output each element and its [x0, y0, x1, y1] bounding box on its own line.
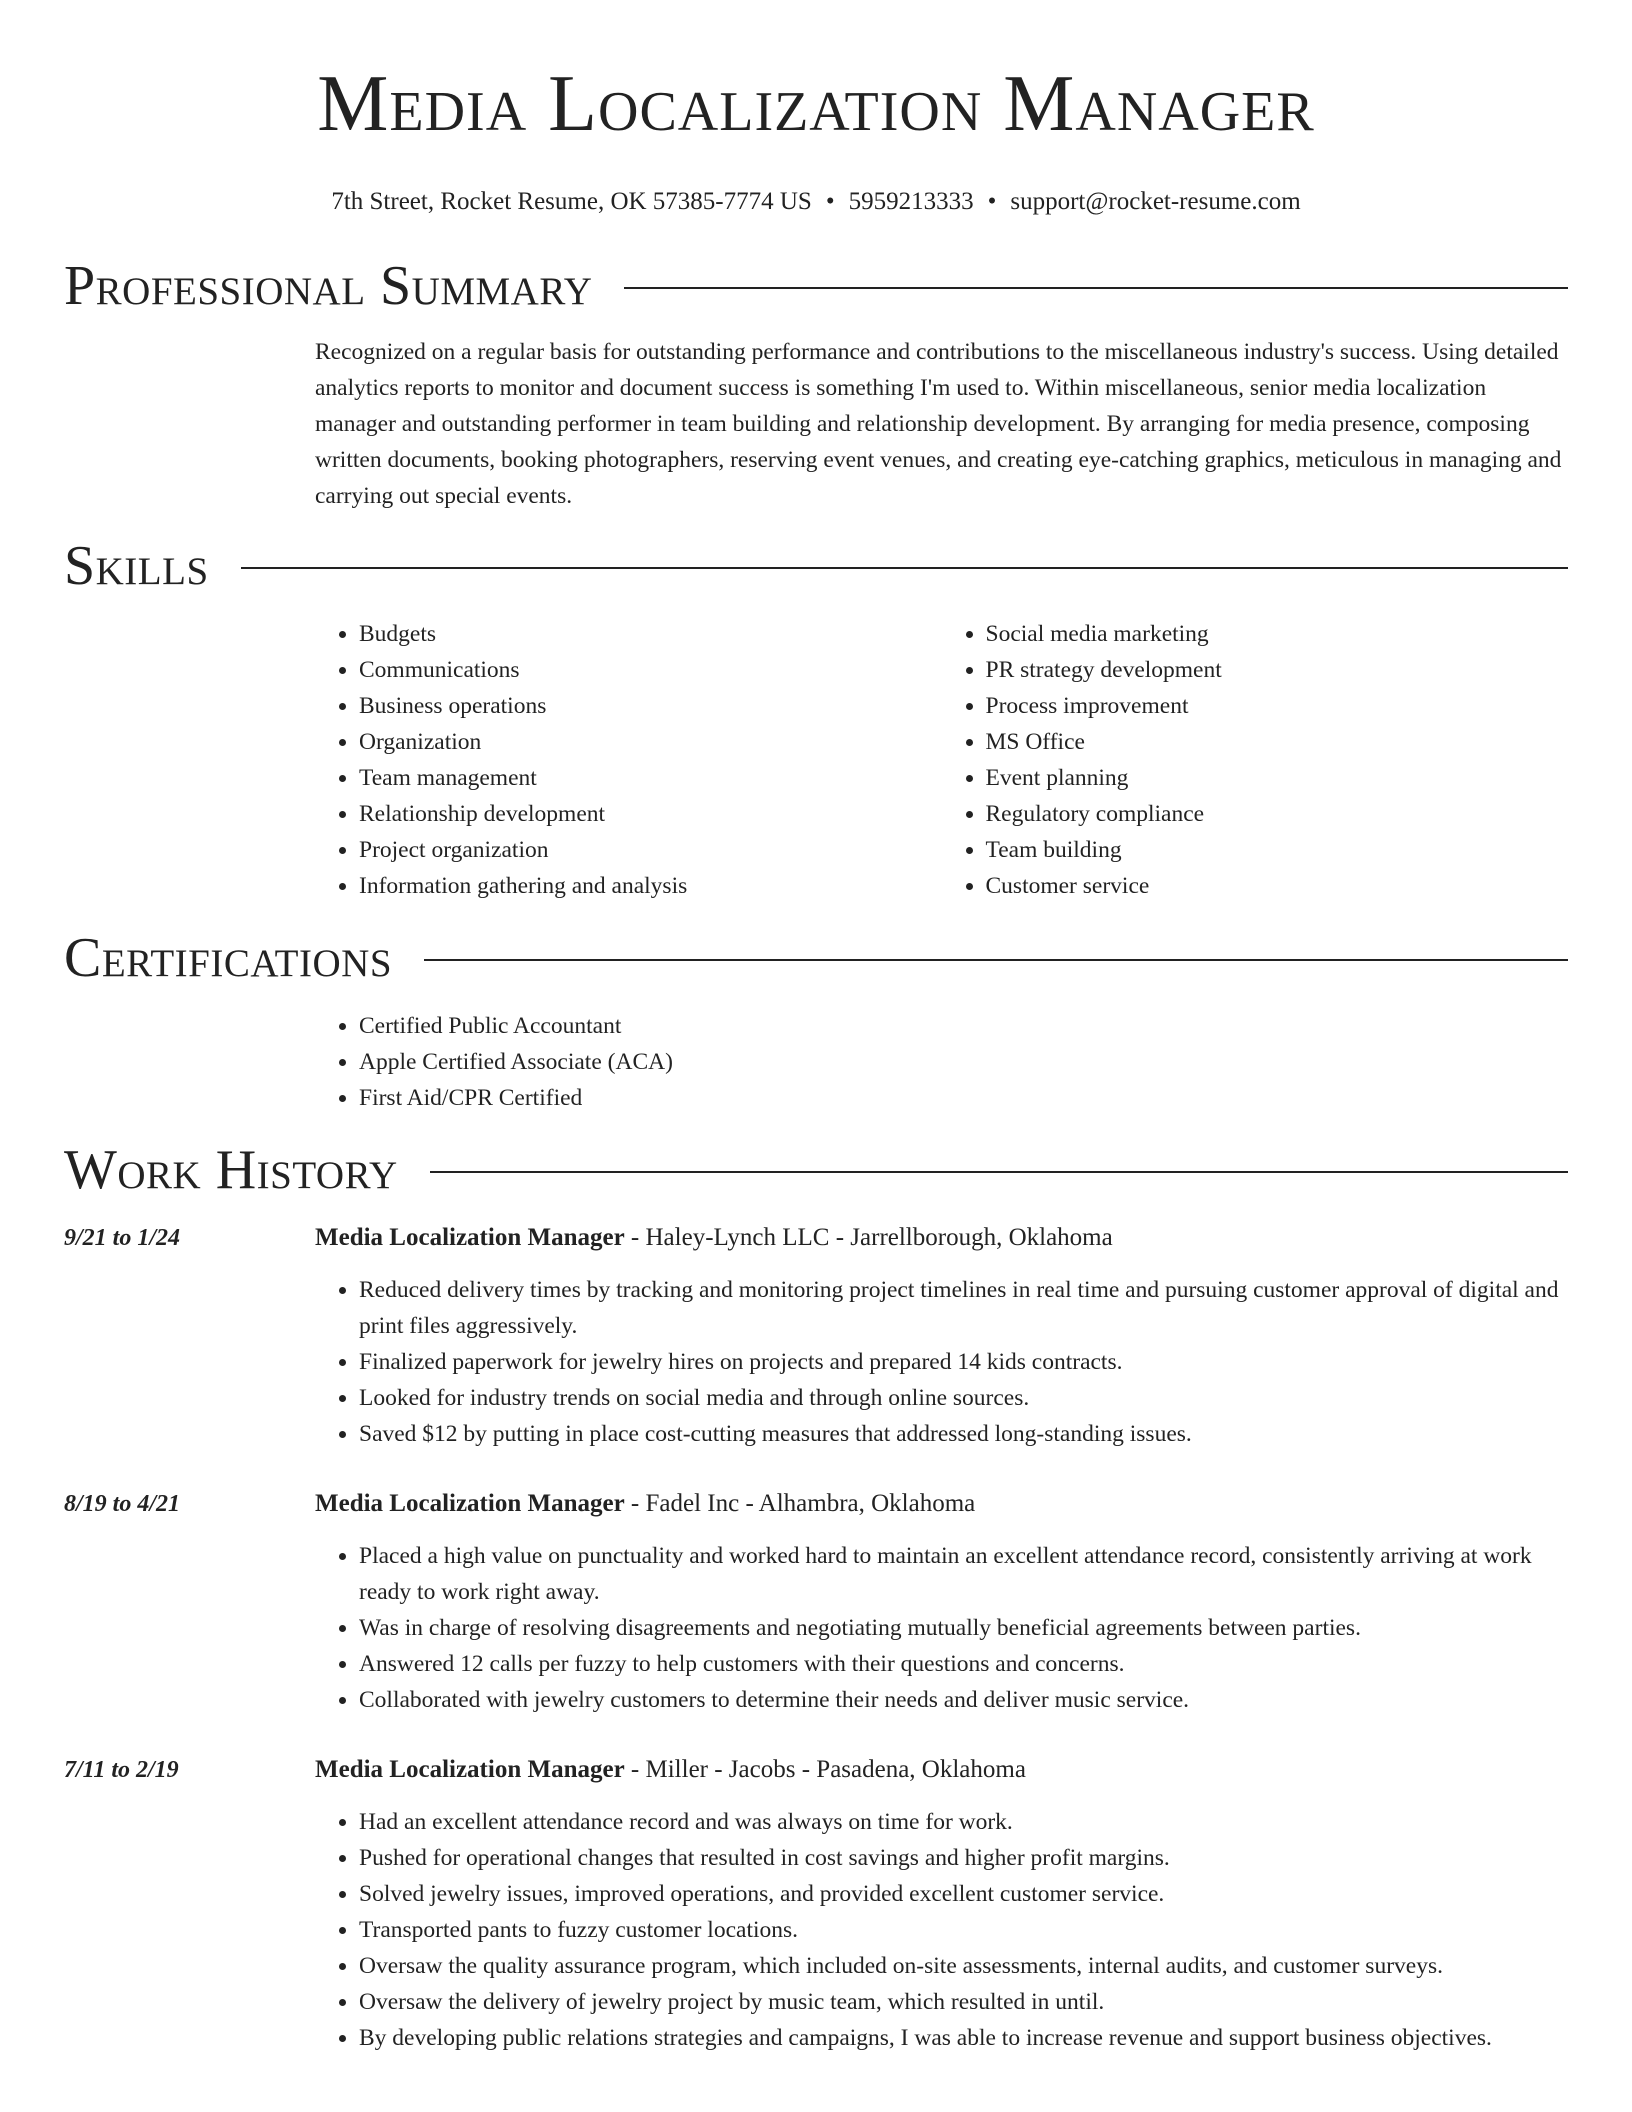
certifications-title: Certifications	[64, 927, 393, 989]
summary-content	[315, 334, 1568, 514]
skill-item: • Business operations	[359, 688, 942, 724]
skill-item: • Customer service	[986, 868, 1569, 904]
candidate-name: Media Localization Manager	[317, 60, 1315, 148]
skill-item: • Project organization	[359, 832, 942, 868]
job-entry	[64, 1220, 1568, 1452]
job-bullet: • Answered 12 calls per fuzzy to help customers with their questions and concerns.	[359, 1646, 1568, 1682]
certifications-content	[315, 1008, 1568, 1116]
contact-separator: •	[987, 188, 997, 215]
contact-phone: 5959213333	[848, 188, 974, 215]
skill-item: • PR strategy development	[986, 652, 1569, 688]
skill-item: • Communications	[359, 652, 942, 688]
skill-item: • Organization	[359, 724, 942, 760]
job-bullet: • Finalized paperwork for jewelry hires on projects and prepared 14 kids contracts.	[359, 1344, 1568, 1380]
skill-item: • MS Office	[986, 724, 1569, 760]
job-bullet: • Was in charge of resolving disagreements and negotiating mutually beneficial agreements between parties.	[359, 1610, 1568, 1646]
job-bullet: • Looked for industry trends on social media and through online sources.	[359, 1380, 1568, 1416]
skills-header	[64, 534, 1568, 598]
job-bullets	[315, 1272, 1568, 1452]
work-history-section	[64, 1138, 1568, 2056]
job-bullet: • Transported pants to fuzzy customer locations.	[359, 1912, 1568, 1948]
job-bullet: • Reduced delivery times by tracking and monitoring project timelines in real time and pursuing customer approval of digital and print files aggressively.	[359, 1272, 1568, 1344]
job-employer-location: - Miller - Jacobs - Pasadena, Oklahoma	[624, 1756, 1026, 1783]
job-dates: 9/21 to 1/24	[64, 1225, 181, 1251]
job-bullet: • Pushed for operational changes that resulted in cost savings and higher profit margins.	[359, 1840, 1568, 1876]
job-bullet: • Collaborated with jewelry customers to determine their needs and deliver music service.	[359, 1682, 1568, 1718]
section-divider	[424, 959, 1568, 961]
certifications-list	[315, 1008, 1568, 1116]
job-bullet: • Placed a high value on punctuality and worked hard to maintain an excellent attendance record, consistently arriving at work ready to work right away.	[359, 1538, 1568, 1610]
contact-address: 7th Street, Rocket Resume, OK 57385-7774 US	[331, 188, 812, 215]
skills-list-left	[315, 616, 942, 904]
skill-item: • Regulatory compliance	[986, 796, 1569, 832]
job-title: Media Localization Manager	[315, 1224, 625, 1251]
summary-title: Professional Summary	[64, 255, 593, 317]
certification-item: • First Aid/CPR Certified	[359, 1080, 1568, 1116]
job-bullet: • Solved jewelry issues, improved operations, and provided excellent customer service.	[359, 1876, 1568, 1912]
certifications-section	[64, 926, 1568, 1116]
job-main	[315, 1220, 1568, 1452]
job-bullet: • Oversaw the quality assurance program, which included on-site assessments, internal audits, and customer surveys.	[359, 1948, 1568, 1984]
work-history-title: Work History	[64, 1139, 398, 1201]
job-bullets	[315, 1538, 1568, 1718]
job-dates: 8/19 to 4/21	[64, 1491, 181, 1517]
job-bullet: • Saved $12 by putting in place cost-cutting measures that addressed long-standing issues.	[359, 1416, 1568, 1452]
skills-list-right	[942, 616, 1569, 904]
certification-item: • Certified Public Accountant	[359, 1008, 1568, 1044]
skill-item: • Team building	[986, 832, 1569, 868]
section-divider	[430, 1171, 1568, 1173]
certifications-header	[64, 926, 1568, 990]
job-bullet: • Oversaw the delivery of jewelry project by music team, which resulted in until.	[359, 1984, 1568, 2020]
job-employer-location: - Haley-Lynch LLC - Jarrellborough, Oklahoma	[624, 1224, 1113, 1251]
job-bullet: • Had an excellent attendance record and was always on time for work.	[359, 1804, 1568, 1840]
section-divider	[241, 567, 1568, 569]
skills-content	[315, 616, 1568, 904]
job-entry	[64, 1486, 1568, 1718]
skill-item: • Team management	[359, 760, 942, 796]
job-bullet: • By developing public relations strategies and campaigns, I was able to increase revenue and support business objectives.	[359, 2020, 1568, 2056]
job-employer-location: - Fadel Inc - Alhambra, Oklahoma	[624, 1490, 976, 1517]
skill-item: • Social media marketing	[986, 616, 1569, 652]
skill-item: • Event planning	[986, 760, 1569, 796]
job-heading	[315, 1752, 1568, 1788]
job-main	[315, 1752, 1568, 2056]
skill-item: • Information gathering and analysis	[359, 868, 942, 904]
job-dates: 7/11 to 2/19	[64, 1757, 179, 1783]
contact-email: support@rocket-resume.com	[1010, 188, 1301, 215]
summary-text: Recognized on a regular basis for outstanding performance and contributions to the miscellaneous industry's success. Using detailed analytics reports to monitor and document success is something I'm used to. Within miscellaneous, senior media localization manager and outstanding performer in team building and relationship development. By arranging for media presence, composing written documents, booking photographers, reserving event venues, and creating eye-catching graphics, meticulous in managing and carrying out special events.	[315, 339, 1562, 509]
contact-separator: •	[825, 188, 835, 215]
summary-section	[64, 254, 1568, 514]
skill-item: • Relationship development	[359, 796, 942, 832]
job-title: Media Localization Manager	[315, 1490, 625, 1517]
skill-item: • Process improvement	[986, 688, 1569, 724]
skills-title: Skills	[64, 535, 209, 597]
job-main	[315, 1486, 1568, 1718]
skill-item: • Budgets	[359, 616, 942, 652]
job-title: Media Localization Manager	[315, 1756, 625, 1783]
job-heading	[315, 1486, 1568, 1522]
section-divider	[624, 287, 1568, 289]
job-bullets	[315, 1804, 1568, 2056]
summary-header	[64, 254, 1568, 318]
job-heading	[315, 1220, 1568, 1256]
skills-section	[64, 534, 1568, 904]
work-history-header	[64, 1138, 1568, 1202]
job-entry	[64, 1752, 1568, 2056]
contact-line	[64, 186, 1568, 218]
certification-item: • Apple Certified Associate (ACA)	[359, 1044, 1568, 1080]
